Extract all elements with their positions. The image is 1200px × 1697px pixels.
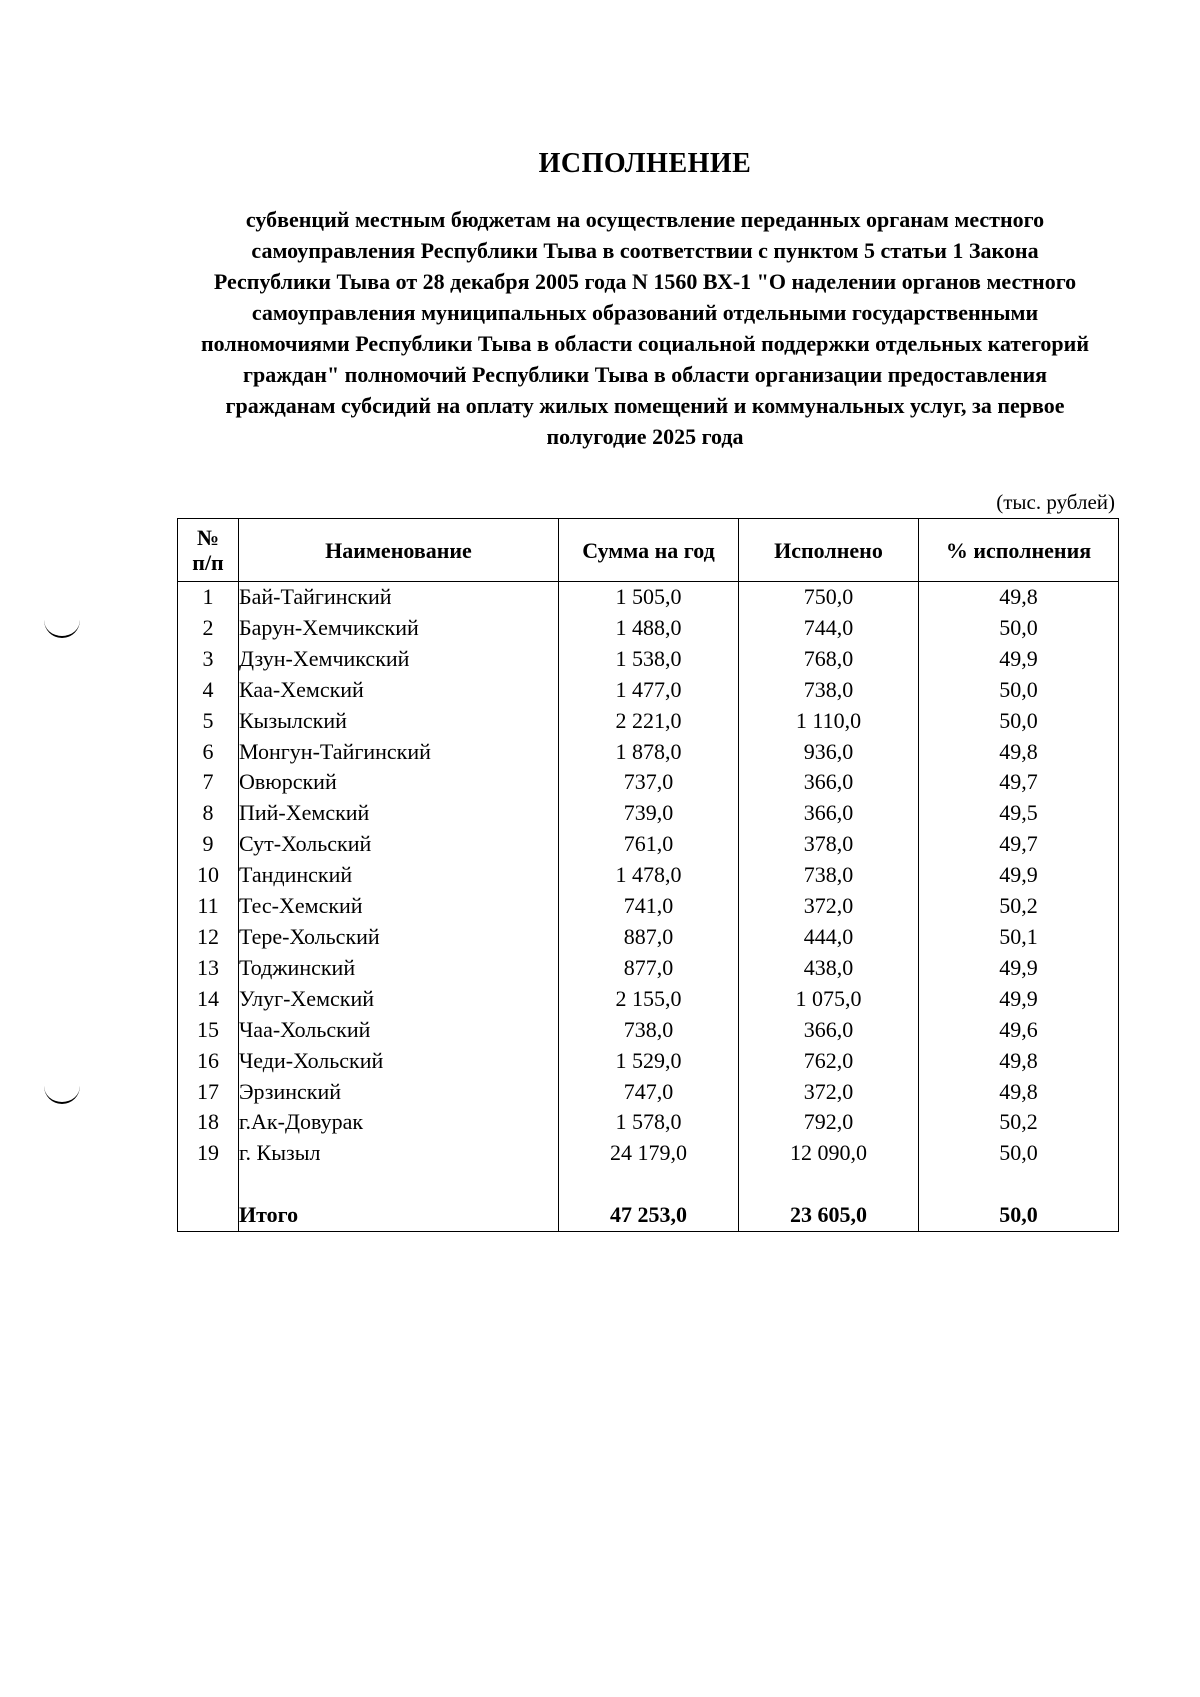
row-executed: 12 090,0	[739, 1138, 919, 1169]
row-name: Каа-Хемский	[239, 675, 559, 706]
row-name: Овюрский	[239, 767, 559, 798]
row-name: Эрзинский	[239, 1077, 559, 1108]
row-name: Тандинский	[239, 860, 559, 891]
row-executed: 444,0	[739, 922, 919, 953]
header-name: Наименование	[239, 519, 559, 582]
row-name: Пий-Хемский	[239, 798, 559, 829]
row-percent: 50,0	[919, 613, 1119, 644]
header-percent: % исполнения	[919, 519, 1119, 582]
row-percent: 49,9	[919, 644, 1119, 675]
table-row	[178, 953, 1119, 984]
row-name: Тес-Хемский	[239, 891, 559, 922]
total-num-cell	[178, 1200, 239, 1231]
total-executed: 23 605,0	[739, 1200, 919, 1231]
row-num: 1	[178, 582, 239, 613]
row-year-sum: 738,0	[559, 1015, 739, 1046]
total-year-sum: 47 253,0	[559, 1200, 739, 1231]
header-num-line2: п/п	[192, 550, 224, 575]
table-total-row	[178, 1200, 1119, 1231]
row-name: Чаа-Хольский	[239, 1015, 559, 1046]
row-num: 19	[178, 1138, 239, 1169]
row-executed: 366,0	[739, 767, 919, 798]
row-num: 13	[178, 953, 239, 984]
row-year-sum: 1 505,0	[559, 582, 739, 613]
row-executed: 936,0	[739, 737, 919, 768]
execution-table	[177, 518, 1119, 1232]
row-percent: 49,9	[919, 984, 1119, 1015]
table-row	[178, 891, 1119, 922]
table-row	[178, 1015, 1119, 1046]
row-year-sum: 1 488,0	[559, 613, 739, 644]
row-year-sum: 1 477,0	[559, 675, 739, 706]
row-num: 5	[178, 706, 239, 737]
row-year-sum: 737,0	[559, 767, 739, 798]
row-percent: 49,7	[919, 767, 1119, 798]
table-row	[178, 1107, 1119, 1138]
table-row	[178, 644, 1119, 675]
row-year-sum: 2 221,0	[559, 706, 739, 737]
row-year-sum: 747,0	[559, 1077, 739, 1108]
spacer-cell	[178, 1169, 239, 1200]
table-row	[178, 1138, 1119, 1169]
table-row	[178, 675, 1119, 706]
table-header-row	[178, 519, 1119, 582]
row-percent: 49,5	[919, 798, 1119, 829]
row-num: 3	[178, 644, 239, 675]
table-spacer-row	[178, 1169, 1119, 1200]
table-row	[178, 984, 1119, 1015]
row-name: Дзун-Хемчикский	[239, 644, 559, 675]
row-year-sum: 2 155,0	[559, 984, 739, 1015]
row-percent: 50,0	[919, 706, 1119, 737]
row-executed: 1 075,0	[739, 984, 919, 1015]
row-name: Чеди-Хольский	[239, 1046, 559, 1077]
row-executed: 768,0	[739, 644, 919, 675]
table-row	[178, 1077, 1119, 1108]
row-num: 18	[178, 1107, 239, 1138]
row-year-sum: 1 578,0	[559, 1107, 739, 1138]
row-percent: 49,6	[919, 1015, 1119, 1046]
row-name: Бай-Тайгинский	[239, 582, 559, 613]
row-name: Сут-Хольский	[239, 829, 559, 860]
row-percent: 49,8	[919, 737, 1119, 768]
row-percent: 50,2	[919, 891, 1119, 922]
header-executed: Исполнено	[739, 519, 919, 582]
row-num: 10	[178, 860, 239, 891]
row-percent: 50,0	[919, 1138, 1119, 1169]
spacer-cell	[739, 1169, 919, 1200]
row-name: Кызылский	[239, 706, 559, 737]
row-num: 14	[178, 984, 239, 1015]
header-num-line1: №	[196, 525, 220, 550]
row-year-sum: 1 478,0	[559, 860, 739, 891]
row-executed: 366,0	[739, 798, 919, 829]
row-percent: 49,8	[919, 1046, 1119, 1077]
total-name: Итого	[239, 1200, 559, 1231]
scan-mark-left-upper	[44, 620, 80, 638]
spacer-cell	[239, 1169, 559, 1200]
row-num: 17	[178, 1077, 239, 1108]
table-row	[178, 582, 1119, 613]
row-num: 2	[178, 613, 239, 644]
row-num: 6	[178, 737, 239, 768]
row-executed: 372,0	[739, 891, 919, 922]
table-row	[178, 860, 1119, 891]
row-executed: 438,0	[739, 953, 919, 984]
row-name: г.Ак-Довурак	[239, 1107, 559, 1138]
header-year-sum: Сумма на год	[559, 519, 739, 582]
row-name: г. Кызыл	[239, 1138, 559, 1169]
spacer-cell	[919, 1169, 1119, 1200]
row-name: Монгун-Тайгинский	[239, 737, 559, 768]
table-row	[178, 613, 1119, 644]
table-row	[178, 1046, 1119, 1077]
row-year-sum: 1 529,0	[559, 1046, 739, 1077]
row-executed: 744,0	[739, 613, 919, 644]
row-name: Барун-Хемчикский	[239, 613, 559, 644]
row-executed: 738,0	[739, 675, 919, 706]
row-percent: 50,0	[919, 675, 1119, 706]
row-percent: 49,8	[919, 1077, 1119, 1108]
row-num: 12	[178, 922, 239, 953]
row-executed: 1 110,0	[739, 706, 919, 737]
row-percent: 49,8	[919, 582, 1119, 613]
row-num: 4	[178, 675, 239, 706]
table-row	[178, 922, 1119, 953]
row-num: 7	[178, 767, 239, 798]
table-row	[178, 706, 1119, 737]
row-num: 11	[178, 891, 239, 922]
row-year-sum: 24 179,0	[559, 1138, 739, 1169]
row-num: 8	[178, 798, 239, 829]
row-year-sum: 739,0	[559, 798, 739, 829]
document-subtitle: субвенций местным бюджетам на осуществление переданных органам местного самоуправления Республики Тыва в соответствии с пунктом 5 статьи 1 Закона Республики Тыва от 28 декабря 2005 года N 1560 ВХ-1 "О наделении органов местного самоуправления муниципальных образований отдельными государственными полномочиями Республики Тыва в области социальной поддержки отдельных категорий граждан" полномочий Республики Тыва в области организации предоставления гражданам субсидий на оплату жилых помещений и коммунальных услуг, за первое полугодие 2025 года	[200, 207, 1090, 449]
table-body	[178, 582, 1119, 1232]
row-year-sum: 1 878,0	[559, 737, 739, 768]
row-executed: 792,0	[739, 1107, 919, 1138]
row-percent: 50,2	[919, 1107, 1119, 1138]
row-year-sum: 1 538,0	[559, 644, 739, 675]
header-num	[178, 519, 239, 582]
row-name: Тоджинский	[239, 953, 559, 984]
row-executed: 750,0	[739, 582, 919, 613]
row-name: Тере-Хольский	[239, 922, 559, 953]
total-percent: 50,0	[919, 1200, 1119, 1231]
row-num: 9	[178, 829, 239, 860]
row-num: 15	[178, 1015, 239, 1046]
row-executed: 372,0	[739, 1077, 919, 1108]
row-executed: 366,0	[739, 1015, 919, 1046]
row-executed: 378,0	[739, 829, 919, 860]
row-executed: 762,0	[739, 1046, 919, 1077]
units-label: (тыс. рублей)	[996, 490, 1115, 514]
table-row	[178, 829, 1119, 860]
row-name: Улуг-Хемский	[239, 984, 559, 1015]
row-year-sum: 887,0	[559, 922, 739, 953]
table-row	[178, 798, 1119, 829]
scan-mark-left-lower	[44, 1086, 80, 1104]
row-year-sum: 877,0	[559, 953, 739, 984]
row-percent: 49,7	[919, 829, 1119, 860]
row-num: 16	[178, 1046, 239, 1077]
row-percent: 50,1	[919, 922, 1119, 953]
table-row	[178, 767, 1119, 798]
row-percent: 49,9	[919, 953, 1119, 984]
row-year-sum: 761,0	[559, 829, 739, 860]
row-year-sum: 741,0	[559, 891, 739, 922]
row-executed: 738,0	[739, 860, 919, 891]
row-percent: 49,9	[919, 860, 1119, 891]
spacer-cell	[559, 1169, 739, 1200]
table-row	[178, 737, 1119, 768]
document-title: ИСПОЛНЕНИЕ	[538, 148, 752, 179]
